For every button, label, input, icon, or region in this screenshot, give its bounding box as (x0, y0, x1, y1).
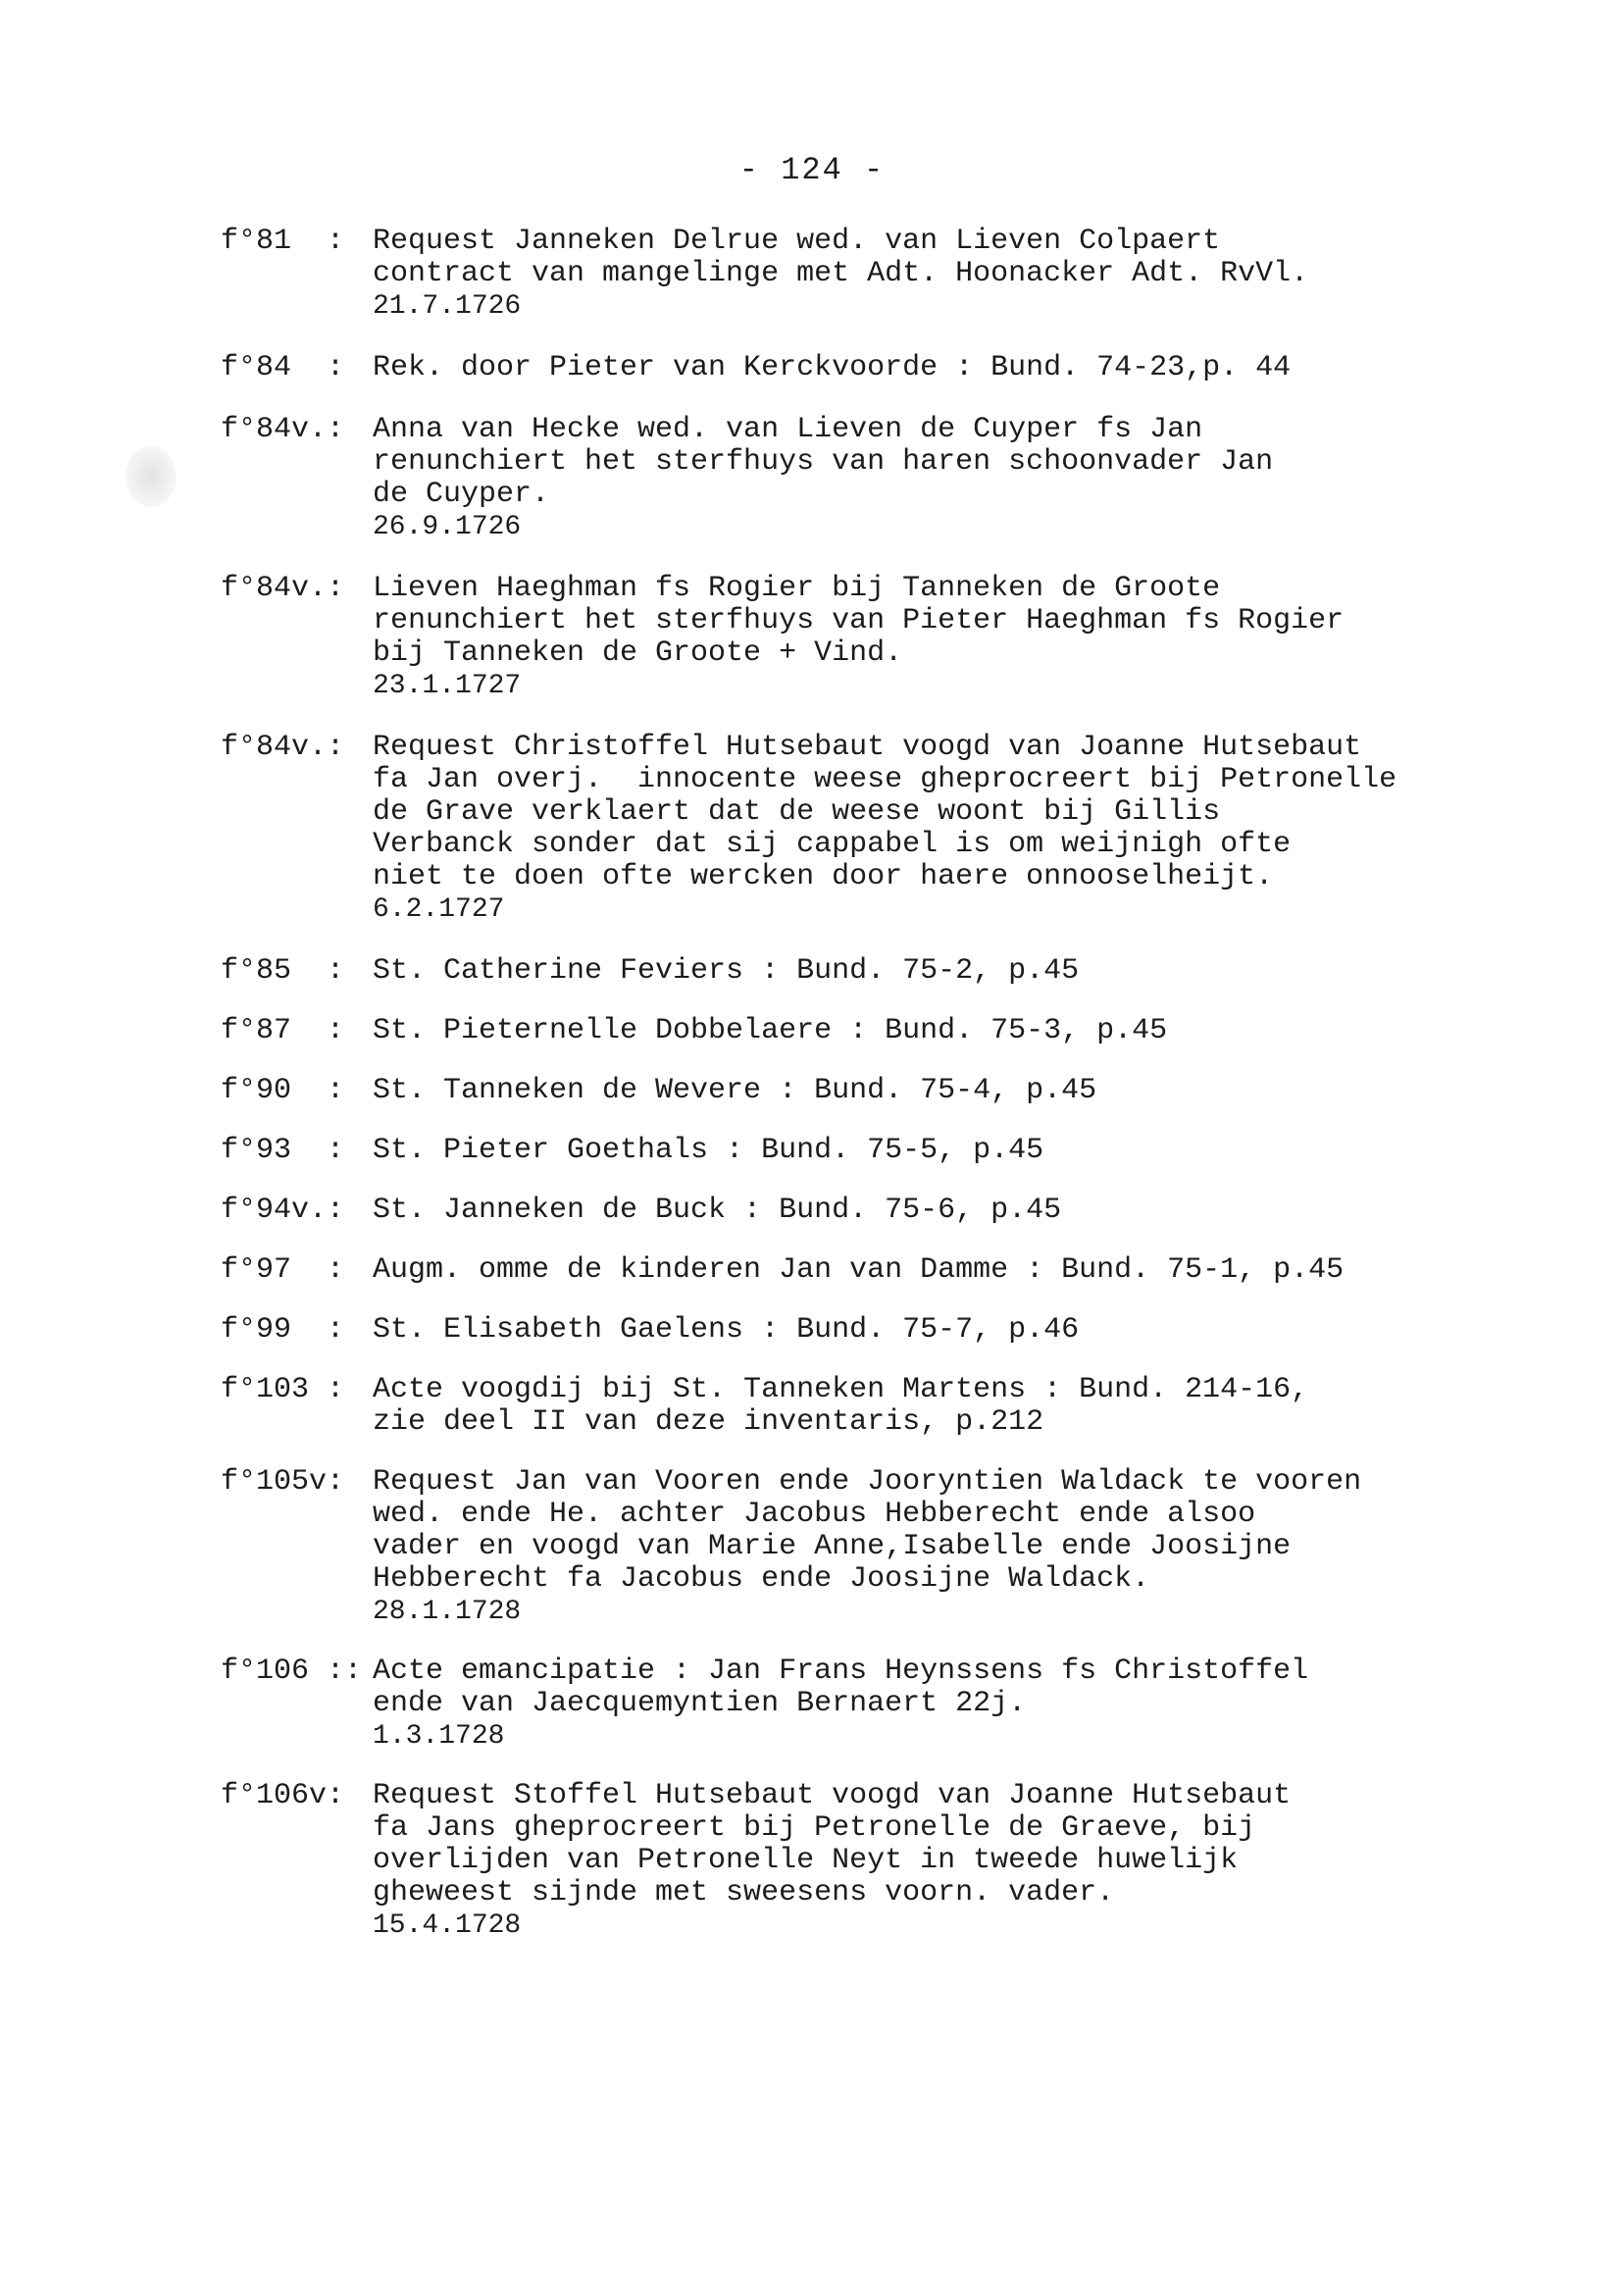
inventory-entry (221, 414, 1594, 543)
entry-body (373, 1254, 1594, 1287)
entry-text-line: fa Jans gheprocreert bij Petronelle de Graeve, bij (373, 1811, 1256, 1845)
entry-text-line: Request Janneken Delrue wed. van Lieven Colpaert (373, 225, 1221, 258)
inventory-entry (221, 226, 1594, 323)
entry-body (373, 732, 1594, 926)
entry-date: 6.2.1727 (373, 894, 505, 925)
entry-body (373, 352, 1594, 384)
entry-body (373, 573, 1594, 702)
inventory-entry (221, 1015, 1594, 1047)
inventory-entry (221, 732, 1594, 926)
inventory-entry (221, 1195, 1594, 1227)
entry-date: 21.7.1726 (373, 291, 522, 322)
entry-text-line: Lieven Haeghman fs Rogier bij Tanneken de Groote (373, 572, 1221, 605)
entry-text-line: niet te doen ofte wercken door haere onnooselheijt. (373, 860, 1274, 893)
entry-text-line: Anna van Hecke wed. van Lieven de Cuyper fs Jan (373, 413, 1203, 446)
inventory-entry (221, 1254, 1594, 1287)
entry-text-line: St. Tanneken de Wevere : Bund. 75-4, p.45 (373, 1074, 1097, 1107)
entry-date: 23.1.1727 (373, 671, 522, 701)
entry-body (373, 226, 1594, 323)
folio-reference: f°106v: (221, 1779, 345, 1812)
entry-date: 28.1.1728 (373, 1597, 522, 1627)
entry-text-line: renunchiert het sterfhuys van Pieter Haeghman fs Rogier (373, 604, 1345, 637)
folio-reference: f°90 : (221, 1074, 345, 1107)
entry-body (373, 955, 1594, 988)
entry-body (373, 1015, 1594, 1047)
inventory-entry (221, 1780, 1594, 1942)
entry-text-line: ende van Jaecquemyntien Bernaert 22j. (373, 1687, 1027, 1720)
folio-reference: f°84v.: (221, 572, 345, 605)
inventory-entry (221, 573, 1594, 702)
inventory-entry (221, 1466, 1594, 1628)
entry-text-line: St. Elisabeth Gaelens : Bund. 75-7, p.46 (373, 1313, 1080, 1347)
folio-reference: f°99 : (221, 1313, 345, 1347)
folio-reference: f°84 : (221, 351, 345, 384)
smudge-mark (126, 446, 177, 507)
folio-reference: f°103 : (221, 1373, 345, 1406)
inventory-entry (221, 352, 1594, 384)
folio-reference: f°105v: (221, 1465, 345, 1499)
entry-text-line: wed. ende He. achter Jacobus Hebberecht ende alsoo (373, 1498, 1256, 1531)
inventory-entry (221, 1135, 1594, 1167)
entry-text-line: bij Tanneken de Groote + Vind. (373, 636, 903, 670)
entry-body (373, 1314, 1594, 1347)
inventory-entry (221, 1314, 1594, 1347)
page-number: - 124 - (738, 152, 886, 188)
entry-text-line: contract van mangelinge met Adt. Hoonacker Adt. RvVl. (373, 257, 1309, 290)
folio-reference: f°94v.: (221, 1194, 345, 1227)
entry-date: 1.3.1728 (373, 1721, 505, 1752)
entry-body (373, 414, 1594, 543)
entry-list (221, 226, 1594, 1942)
entry-text-line: St. Pieter Goethals : Bund. 75-5, p.45 (373, 1134, 1044, 1167)
entry-body (373, 1075, 1594, 1107)
entry-text-line: Acte emancipatie : Jan Frans Heynssens fs Christoffel (373, 1655, 1309, 1688)
entry-text-line: de Grave verklaert dat de weese woont bij Gillis (373, 795, 1221, 829)
entry-text-line: Rek. door Pieter van Kerckvoorde : Bund. 74-23,p. 44 (373, 351, 1292, 384)
folio-reference: f°93 : (221, 1134, 345, 1167)
entry-text-line: St. Janneken de Buck : Bund. 75-6, p.45 (373, 1194, 1062, 1227)
entry-text-line: overlijden van Petronelle Neyt in tweede huwelijk (373, 1844, 1239, 1877)
entry-body (373, 1655, 1594, 1753)
entry-body (373, 1135, 1594, 1167)
entry-text-line: Acte voogdij bij St. Tanneken Martens : Bund. 214-16, (373, 1373, 1309, 1406)
entry-text-line: Augm. omme de kinderen Jan van Damme : Bund. 75-1, p.45 (373, 1253, 1345, 1287)
folio-reference: f°84v.: (221, 731, 345, 764)
entry-date: 15.4.1728 (373, 1910, 522, 1941)
entry-text-line: vader en voogd van Marie Anne,Isabelle ende Joosijne (373, 1530, 1292, 1563)
inventory-entry (221, 1075, 1594, 1107)
entry-text-line: St. Pieternelle Dobbelaere : Bund. 75-3, p.45 (373, 1014, 1168, 1047)
folio-reference: f°97 : (221, 1253, 345, 1287)
entry-text-line: fa Jan overj. innocente weese gheprocreert bij Petronelle (373, 763, 1397, 796)
entry-text-line: Request Jan van Vooren ende Jooryntien Waldack te vooren (373, 1465, 1362, 1499)
entry-text-line: renunchiert het sterfhuys van haren schoonvader Jan (373, 445, 1274, 479)
inventory-entry (221, 1374, 1594, 1439)
inventory-entry (221, 1655, 1594, 1753)
entry-body (373, 1466, 1594, 1628)
entry-date: 26.9.1726 (373, 512, 522, 542)
entry-text-line: Request Stoffel Hutsebaut voogd van Joanne Hutsebaut (373, 1779, 1292, 1812)
entry-text-line: Verbanck sonder dat sij cappabel is om weijnigh ofte (373, 828, 1292, 861)
folio-reference: f°106 :: (221, 1655, 363, 1688)
inventory-entry (221, 955, 1594, 988)
entry-text-line: Hebberecht fa Jacobus ende Joosijne Waldack. (373, 1562, 1150, 1596)
entry-body (373, 1195, 1594, 1227)
entry-body (373, 1374, 1594, 1439)
entry-text-line: gheweest sijnde met sweesens voorn. vader. (373, 1876, 1115, 1909)
entry-text-line: Request Christoffel Hutsebaut voogd van Joanne Hutsebaut (373, 731, 1362, 764)
folio-reference: f°85 : (221, 954, 345, 988)
entry-text-line: zie deel II van deze inventaris, p.212 (373, 1405, 1044, 1439)
entry-text-line: de Cuyper. (373, 478, 550, 511)
entry-text-line: St. Catherine Feviers : Bund. 75-2, p.45 (373, 954, 1080, 988)
folio-reference: f°84v.: (221, 413, 345, 446)
entry-body (373, 1780, 1594, 1942)
folio-reference: f°81 : (221, 225, 345, 258)
folio-reference: f°87 : (221, 1014, 345, 1047)
